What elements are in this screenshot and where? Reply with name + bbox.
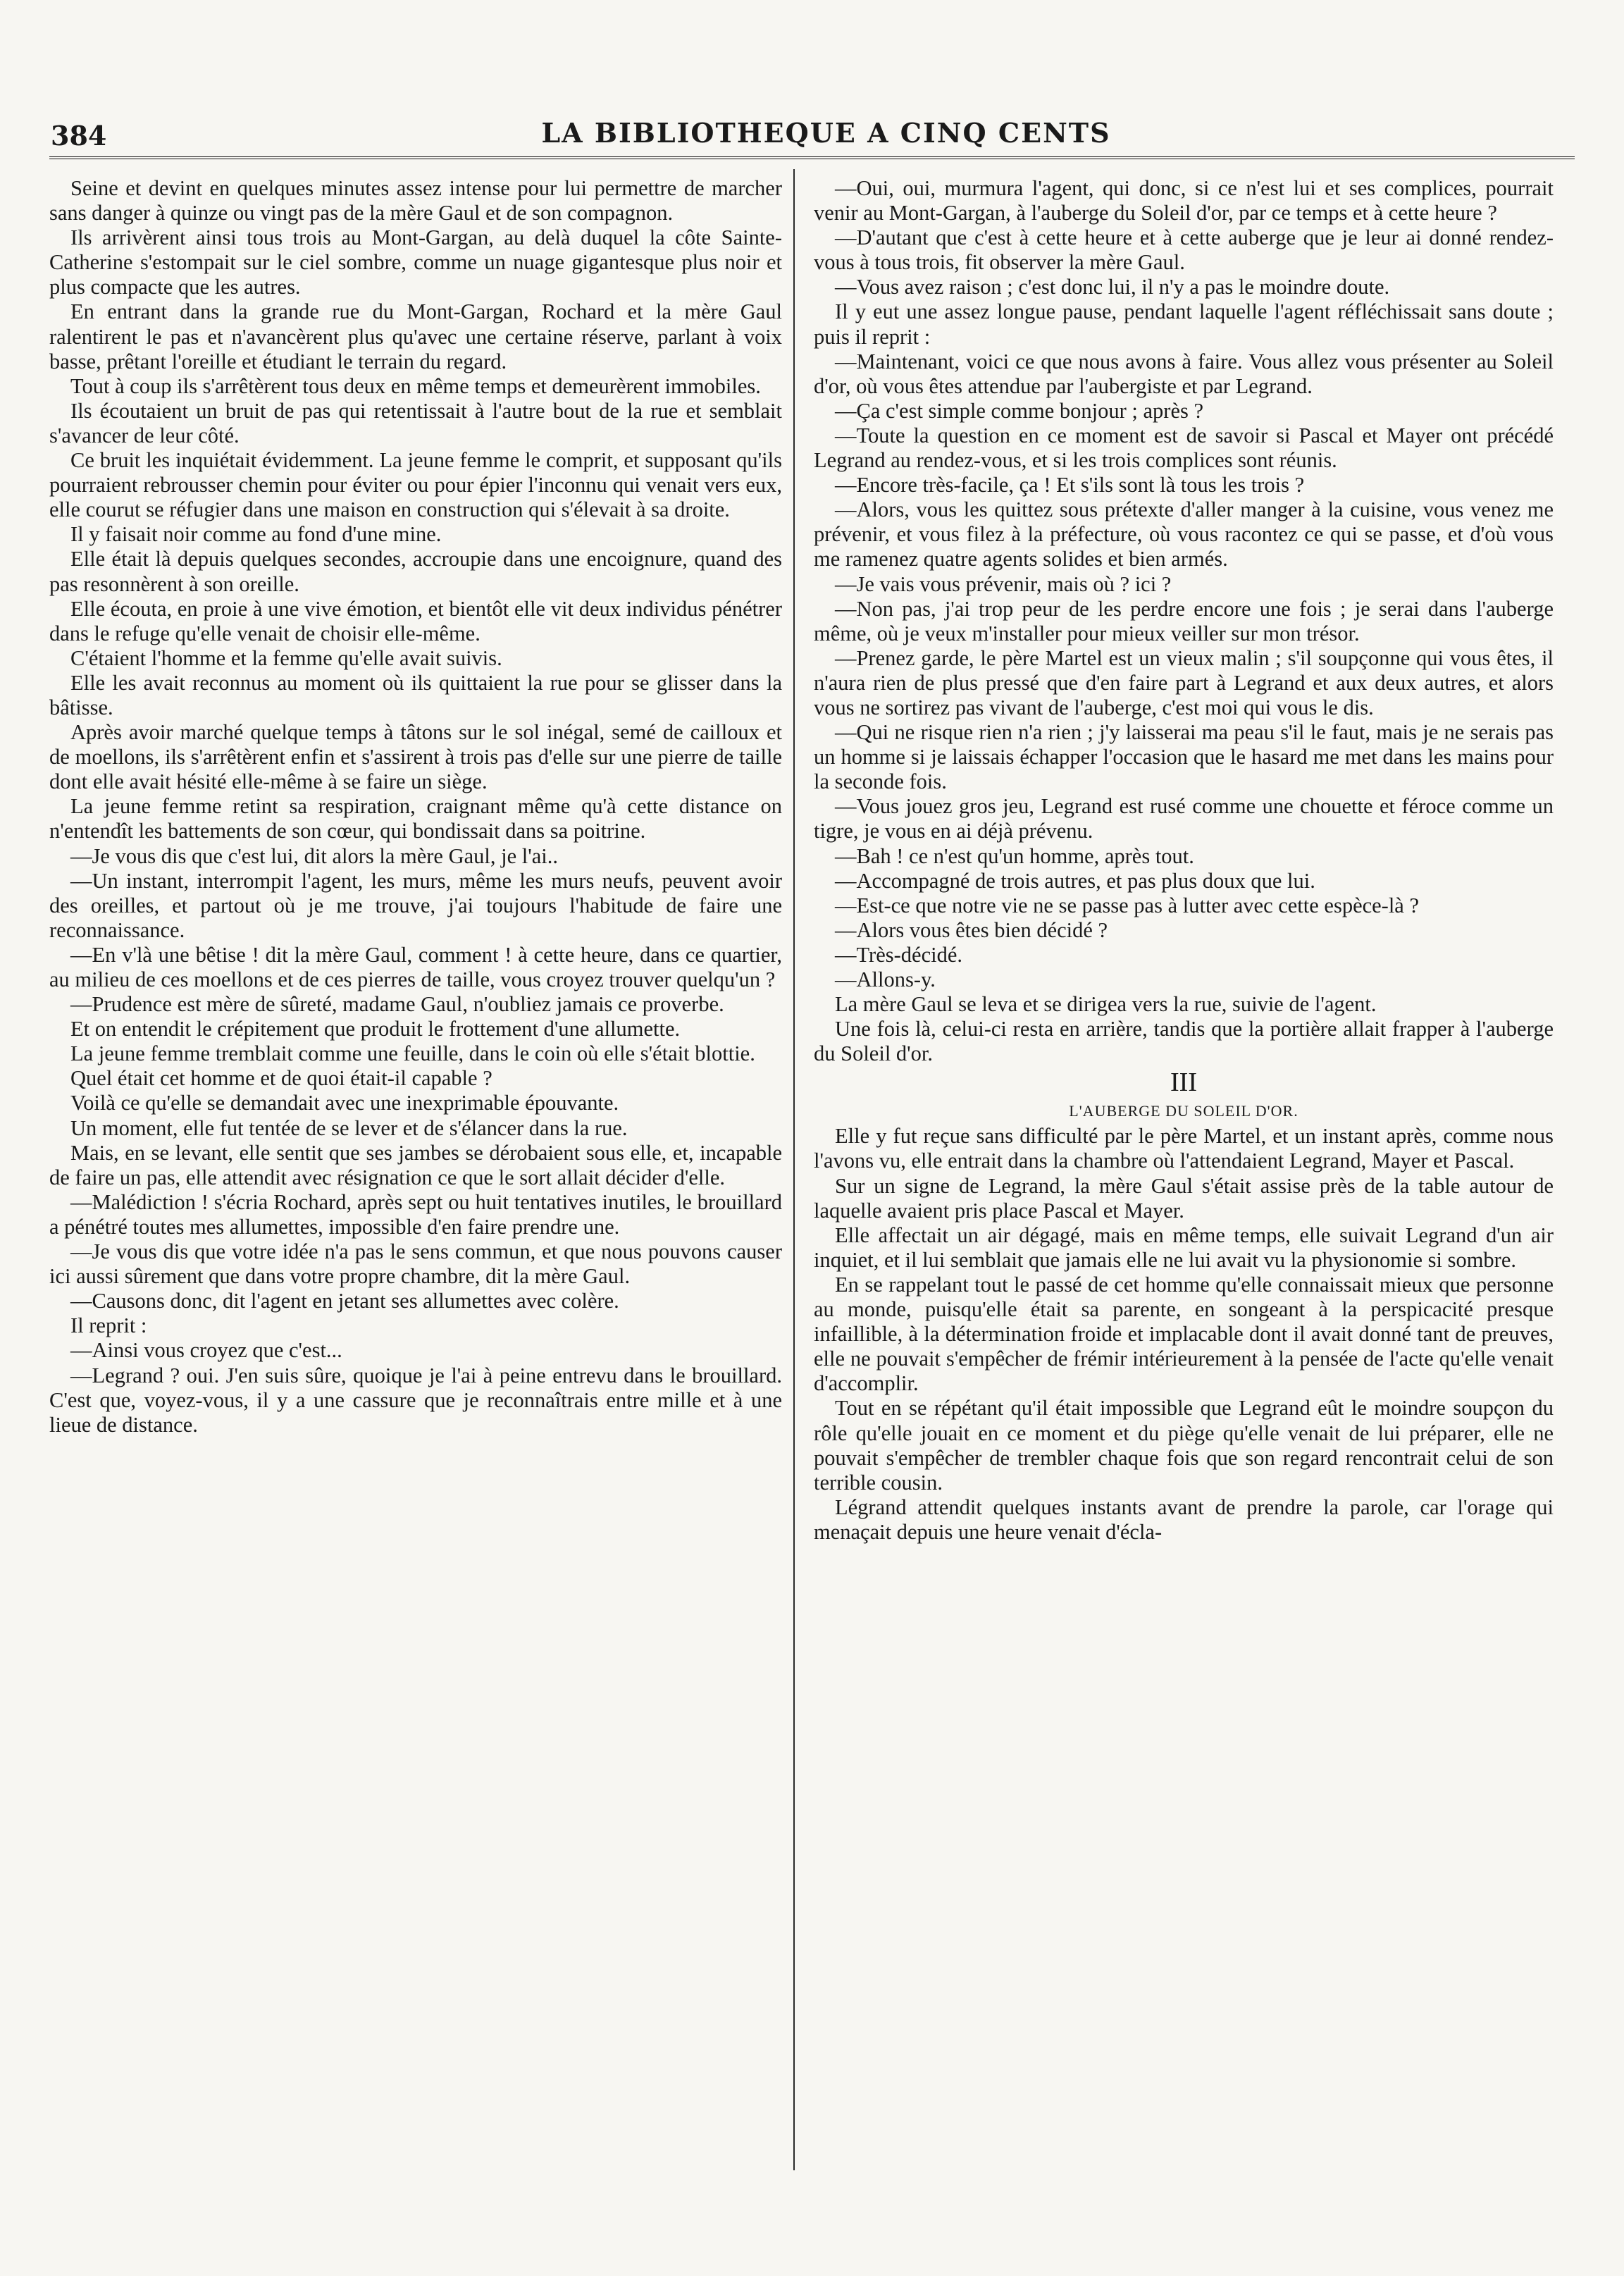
- page-number: 384: [51, 120, 107, 151]
- running-title: LA BIBLIOTHEQUE A CINQ CENTS: [541, 117, 1111, 149]
- paragraph: —Encore très-facile, ça ! Et s'ils sont là tous les trois ?: [835, 473, 1305, 497]
- paragraph: —En v'là une bêtise ! dit la mère Gaul, comment ! à cette heure, dans ce quartier, au milieu de ces moellons et de ces pierres de taille, vous croyez trouver quelqu'un ?: [49, 942, 782, 991]
- paragraph: —Accompagné de trois autres, et pas plus doux que lui.: [835, 868, 1315, 893]
- paragraph: Il reprit :: [70, 1313, 147, 1338]
- paragraph: —Un instant, interrompit l'agent, les murs, même les murs neufs, peuvent avoir des oreilles, et partout où je me trouve, j'ai toujours l'habitude de faire une reconnaissance.: [49, 868, 782, 942]
- paragraph: Ils écoutaient un bruit de pas qui retentissait à l'autre bout de la rue et semblait s'avancer de leur côté.: [49, 398, 782, 447]
- paragraph: —Ainsi vous croyez que c'est...: [70, 1338, 342, 1363]
- paragraph: Ce bruit les inquiétait évidemment. La jeune femme le comprit, et supposant qu'ils pourraient rebrousser chemin pour éviter ou pour épier l'inconnu qui venait vers eux, elle courut se réfugier dans une maison en construction qui s'élevait à sa droite.: [49, 448, 782, 522]
- left-column: [49, 176, 782, 1437]
- paragraph: Une fois là, celui-ci resta en arrière, tandis que la portière allait frapper à l'auberge du Soleil d'or.: [814, 1017, 1554, 1066]
- paragraph: Seine et devint en quelques minutes assez intense pour lui permettre de marcher sans danger à quinze ou vingt pas de la mère Gaul et de son compagnon.: [49, 176, 782, 225]
- column-divider: [793, 169, 795, 2170]
- right-column: [814, 176, 1554, 1545]
- paragraph: La jeune femme retint sa respiration, craignant même qu'à cette distance on n'entendît les battements de son cœur, qui bondissait dans sa poitrine.: [49, 794, 782, 843]
- paragraph: Elle écouta, en proie à une vive émotion, et bientôt elle vit deux individus pénétrer dans le refuge qu'elle venait de choisir elle-même.: [49, 596, 782, 645]
- paragraph: Ils arrivèrent ainsi tous trois au Mont-Gargan, au delà duquel la côte Sainte-Catherine s'estompait sur le ciel sombre, comme un nuage gigantesque plus noir et plus compacte que les autres.: [49, 225, 782, 299]
- paragraph: —Maintenant, voici ce que nous avons à faire. Vous allez vous présenter au Soleil d'or, où vous êtes attendue par l'aubergiste et par Legrand.: [814, 349, 1554, 398]
- paragraph: En entrant dans la grande rue du Mont-Gargan, Rochard et la mère Gaul ralentirent le pas et n'avancèrent plus qu'avec une certaine réserve, parlant à voix basse, prêtant l'oreille et étudiant le terrain du regard.: [49, 299, 782, 373]
- paragraph: Mais, en se levant, elle sentit que ses jambes se dérobaient sous elle, et, incapable de faire un pas, elle attendit avec résignation ce que le sort allait décider d'elle.: [49, 1140, 782, 1189]
- paragraph: —Prudence est mère de sûreté, madame Gaul, n'oubliez jamais ce proverbe.: [70, 992, 724, 1017]
- paragraph: —Très-décidé.: [835, 942, 962, 967]
- paragraph: —Est-ce que notre vie ne se passe pas à lutter avec cette espèce-là ?: [835, 893, 1420, 917]
- paragraph: Voilà ce qu'elle se demandait avec une inexprimable épouvante.: [70, 1091, 619, 1115]
- paragraph: Tout à coup ils s'arrêtèrent tous deux en même temps et demeurèrent immobiles.: [70, 373, 761, 398]
- paragraph: —Bah ! ce n'est qu'un homme, après tout.: [835, 843, 1194, 868]
- paragraph: —Non pas, j'ai trop peur de les perdre encore une fois ; je serai dans l'auberge même, où je veux m'installer pour mieux veiller sur mon trésor.: [814, 596, 1554, 645]
- paragraph: —Prenez garde, le père Martel est un vieux malin ; s'il soupçonne qui vous êtes, il n'aura rien de plus pressé que d'en faire part à Legrand et aux deux autres, et alors vous ne sortirez pas vivant de l'auberge, c'est moi qui vous le dis.: [814, 645, 1554, 719]
- paragraph: Et on entendit le crépitement que produit le frottement d'une allumette.: [70, 1017, 681, 1041]
- paragraph: Sur un signe de Legrand, la mère Gaul s'était assise près de la table autour de laquelle avaient pris place Pascal et Mayer.: [814, 1173, 1554, 1223]
- paragraph: —Qui ne risque rien n'a rien ; j'y laisserai ma peau s'il le faut, mais je ne serais pas un homme si je laissais échapper l'occasion que le hasard me met dans les mains pour la seconde fois.: [814, 720, 1554, 794]
- section-number: III: [1170, 1068, 1197, 1098]
- paragraph: Elle était là depuis quelques secondes, accroupie dans une encoignure, quand des pas resonnèrent à son oreille.: [49, 547, 782, 596]
- paragraph: La jeune femme tremblait comme une feuille, dans le coin où elle s'était blottie.: [70, 1041, 755, 1066]
- paragraph: Après avoir marché quelque temps à tâtons sur le sol inégal, semé de cailloux et de moellons, ils s'arrêtèrent enfin et s'assirent à trois pas d'elle sur une pierre de taille dont elle avait hésité elle-même à se faire un siège.: [49, 720, 782, 794]
- paragraph: Elle y fut reçue sans difficulté par le père Martel, et un instant après, comme nous l'avons vu, elle entrait dans la chambre où l'attendaient Legrand, Mayer et Pascal.: [814, 1124, 1554, 1173]
- paragraph: —Je vous dis que votre idée n'a pas le sens commun, et que nous pouvons causer ici aussi sûrement que dans votre propre chambre, dit la mère Gaul.: [49, 1239, 782, 1289]
- paragraph: —Je vous dis que c'est lui, dit alors la mère Gaul, je l'ai..: [70, 843, 558, 868]
- paragraph: —Je vais vous prévenir, mais où ? ici ?: [835, 571, 1172, 596]
- paragraph: —Oui, oui, murmura l'agent, qui donc, si ce n'est lui et ses complices, pourrait venir au Mont-Gargan, à l'auberge du Soleil d'or, par ce temps et à cette heure ?: [814, 176, 1554, 225]
- paragraph: Elle affectait un air dégagé, mais en même temps, elle suivait Legrand d'un air inquiet, et il lui semblait que jamais elle ne lui avait vu la physionomie si sombre.: [814, 1223, 1554, 1272]
- paragraph: Légrand attendit quelques instants avant de prendre la parole, car l'orage qui menaçait depuis une heure venait d'écla-: [814, 1495, 1554, 1544]
- paragraph: —Legrand ? oui. J'en suis sûre, quoique je l'ai à peine entrevu dans le brouillard. C'est que, voyez-vous, il y a une cassure que je reconnaîtrais entre mille et à une lieue de distance.: [49, 1363, 782, 1437]
- paragraph: —Vous avez raison ; c'est donc lui, il n'y a pas le moindre doute.: [835, 275, 1390, 299]
- paragraph: —Causons donc, dit l'agent en jetant ses allumettes avec colère.: [70, 1289, 619, 1313]
- paragraph: —Ça c'est simple comme bonjour ; après ?: [835, 398, 1204, 423]
- header-rule: [49, 156, 1575, 163]
- paragraph: La mère Gaul se leva et se dirigea vers la rue, suivie de l'agent.: [835, 992, 1377, 1017]
- paragraph: —Allons-y.: [835, 967, 936, 991]
- paragraph: Quel était cet homme et de quoi était-il capable ?: [70, 1066, 492, 1091]
- paragraph: —Toute la question en ce moment est de savoir si Pascal et Mayer ont précédé Legrand au rendez-vous, et si les trois complices sont réunis.: [814, 423, 1554, 473]
- paragraph: —D'autant que c'est à cette heure et à cette auberge que je leur ai donné rendez-vous à tous trois, fit observer la mère Gaul.: [814, 225, 1554, 275]
- paragraph: En se rappelant tout le passé de cet homme qu'elle connaissait mieux que personne au monde, puisqu'elle était sa parente, en songeant à la perspicacité presque infaillible, à la détermination froide et implacable dont il avait donné tant de preuves, elle ne pouvait s'empêcher de frémir intérieurement à la pensée de l'acte qu'elle venait d'accomplir.: [814, 1272, 1554, 1396]
- paragraph: Tout en se répétant qu'il était impossible que Legrand eût le moindre soupçon du rôle qu'elle jouait en ce moment et du piège qu'elle venait de lui préparer, elle ne pouvait s'empêcher de trembler chaque fois que son regard rencontrait celui de son terrible cousin.: [814, 1396, 1554, 1495]
- paragraph: Un moment, elle fut tentée de se lever et de s'élancer dans la rue.: [70, 1115, 628, 1140]
- paragraph: —Vous jouez gros jeu, Legrand est rusé comme une chouette et féroce comme un tigre, je vous en ai déjà prévenu.: [814, 794, 1554, 843]
- paragraph: Il y faisait noir comme au fond d'une mine.: [70, 522, 442, 547]
- paragraph: —Alors, vous les quittez sous prétexte d'aller manger à la cuisine, vous venez me prévenir, et vous filez à la préfecture, où vous racontez ce qui se passe, et d'où vous me ramenez quatre agents solides et bien armés.: [814, 497, 1554, 571]
- paragraph: —Alors vous êtes bien décidé ?: [835, 917, 1108, 942]
- paragraph: C'étaient l'homme et la femme qu'elle avait suivis.: [70, 645, 502, 670]
- paragraph: —Malédiction ! s'écria Rochard, après sept ou huit tentatives inutiles, le brouillard a pénétré toutes mes allumettes, impossible d'en faire prendre une.: [49, 1189, 782, 1239]
- paragraph: Il y eut une assez longue pause, pendant laquelle l'agent réfléchissait sans doute ; puis il reprit :: [814, 299, 1554, 349]
- section-title: L'AUBERGE DU SOLEIL D'OR.: [1069, 1102, 1298, 1120]
- paragraph: Elle les avait reconnus au moment où ils quittaient la rue pour se glisser dans la bâtisse.: [49, 670, 782, 719]
